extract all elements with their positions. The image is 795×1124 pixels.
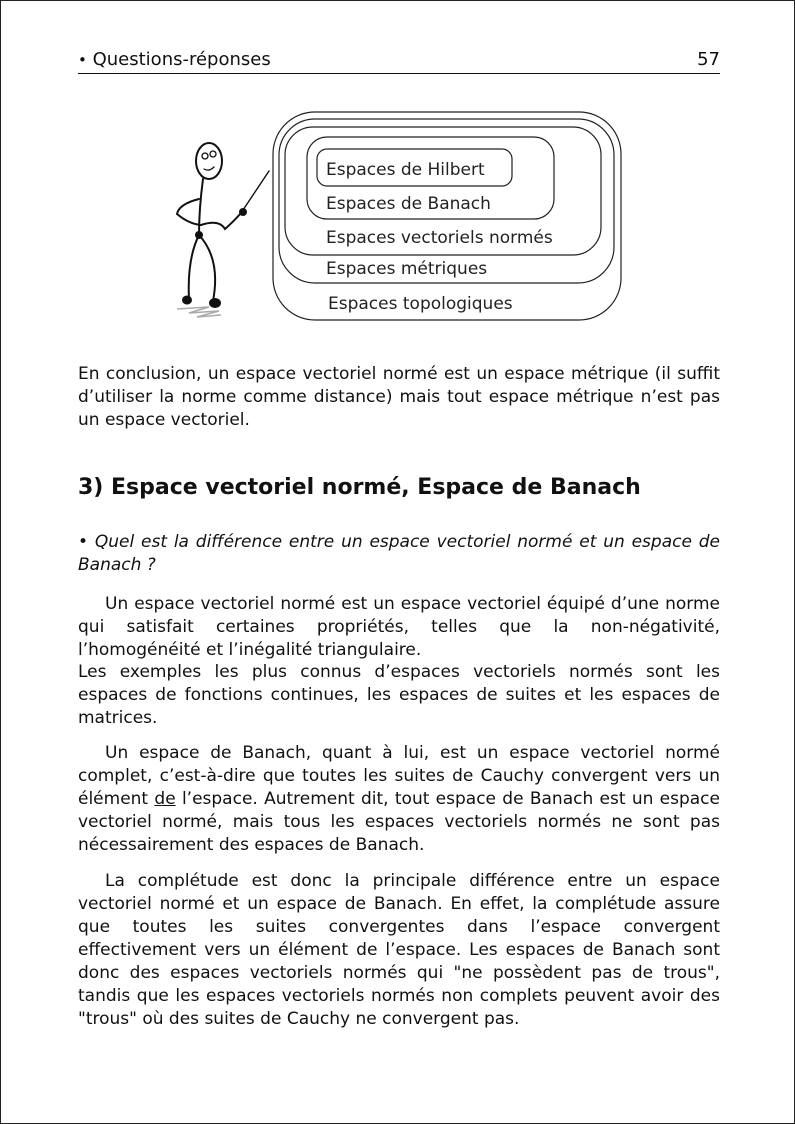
shadow-scribble-icon — [177, 307, 221, 317]
underlined-word: de — [154, 789, 176, 809]
label-hilbert: Espaces de Hilbert — [326, 160, 485, 180]
conclusion-paragraph: En conclusion, un espace vectoriel normé est un espace métrique (il suffit d’utiliser la norme comme distance) mais tout espace métrique n’est pas un espace vectoriel. — [78, 364, 720, 430]
paragraph-definition: Un espace vectoriel normé est un espace vectoriel équipé d’une norme qui satisfait certaines propriétés, telles que la non-négativité, l’homogénéité et l’inégalité triangulaire. — [78, 594, 720, 660]
paragraph-banach — [78, 742, 720, 857]
section-heading: 3) Espace vectoriel normé, Espace de Banach — [78, 475, 641, 500]
paragraph-banach-part1: Un espace de Banach, quant à lui, est un espace vectoriel normé complet, c’est-à-dire que toutes les suites de Cauchy convergent vers un élément — [78, 743, 720, 809]
question-text: Quel est la différence entre un espace vectoriel normé et un espace de Banach ? — [78, 532, 720, 575]
label-topologiques: Espaces topologiques — [328, 294, 513, 314]
nested-spaces-figure — [169, 109, 629, 327]
paragraph-examples: Les exemples les plus connus d’espaces vectoriels normés sont les espaces de fonctions continues, les espaces de suites et les espaces de matrices. — [78, 662, 720, 728]
question-bullet: • — [78, 532, 89, 552]
label-metriques: Espaces métriques — [326, 259, 488, 279]
box-topologiques — [273, 112, 621, 320]
header-section-title: Questions-réponses — [92, 49, 271, 70]
label-vectoriels-normes: Espaces vectoriels normés — [326, 228, 553, 248]
paragraph-completude: La complétude est donc la principale différence entre un espace vectoriel normé et un espace de Banach. En effet, la complétude assure que toutes les suites convergentes dans l’espace convergent effectivement vers un élément de l’espace. Les espaces de Banach sont donc des espaces vectoriels normés qui "ne possèdent pas de trous", tandis que les espaces vectoriels normés non complets peuvent avoir des "trous" où des suites de Cauchy ne convergent pas. — [78, 871, 720, 1029]
stick-figure-icon — [177, 143, 269, 307]
header-section — [78, 49, 271, 70]
question-paragraph — [78, 531, 720, 577]
header-bullet: • — [78, 51, 87, 69]
running-header — [78, 48, 720, 74]
page-number: 57 — [697, 49, 720, 70]
paragraph-banach-part2: l’espace. Autrement dit, tout espace de Banach est un espace vectoriel normé, mais tous les espaces vectoriels normés ne sont pas nécessairement des espaces de Banach. — [78, 789, 720, 855]
label-banach: Espaces de Banach — [326, 194, 491, 214]
